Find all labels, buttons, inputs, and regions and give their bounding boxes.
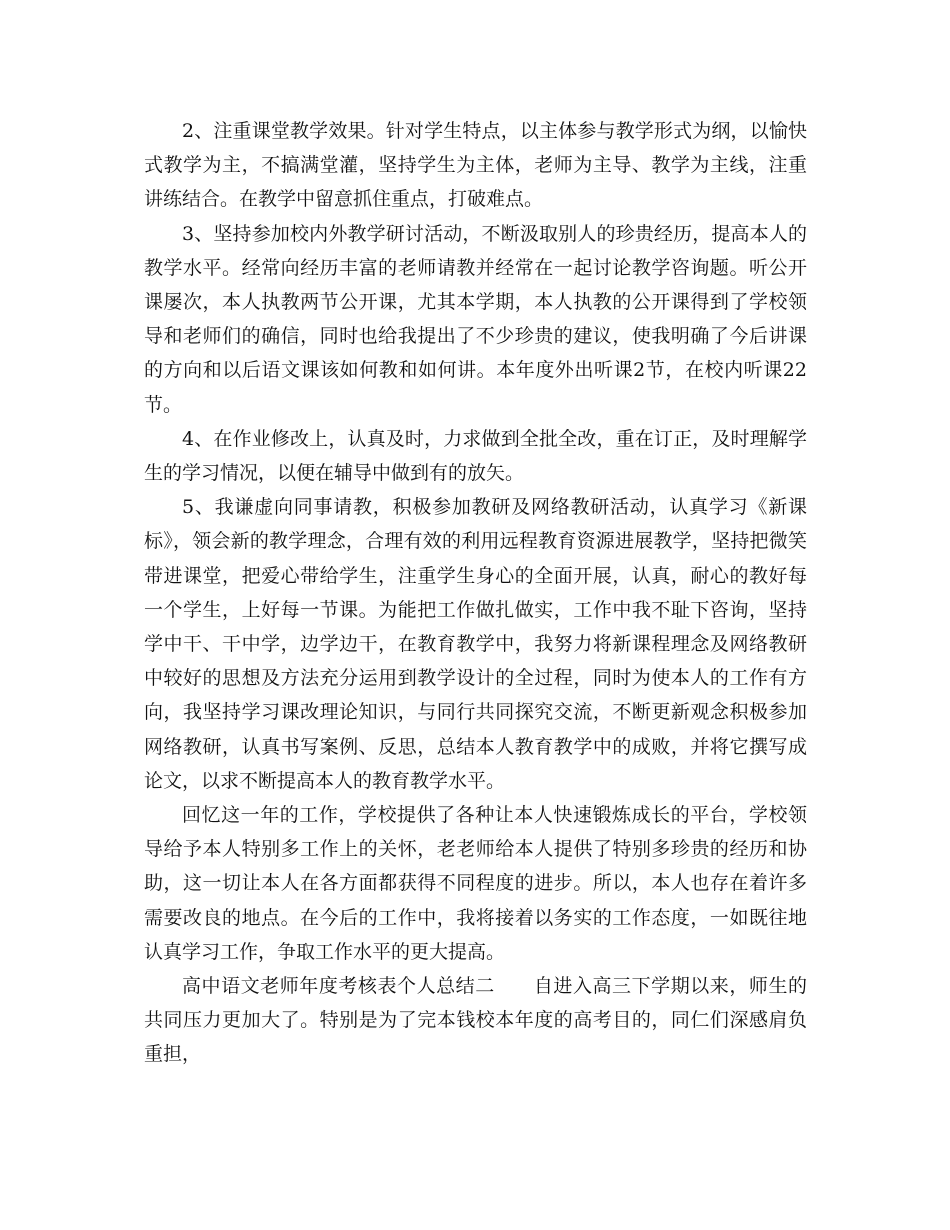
paragraph-self-improvement: 5、我谦虚向同事请教，积极参加教研及网络教研活动，认真学习《新课标》，领会新的教学理念，合理有效的利用远程教育资源进展教学，坚持把微笑带进课堂，把爱心带给学生，注重学生身心的全面开展，认真，耐心的教好每一个学生，上好每一节课。为能把工作做扎做实，工作中我不耻下咨询，坚持学中干、干中学，边学边干，在教育教学中，我努力将新课程理念及网络教研中较好的思想及方法充分运用到教学设计的全过程，同时为使本人的工作有方向，我坚持学习课改理论知识，与同行共同探究交流，不断更新观念积极参加网络教研，认真书写案例、反思，总结本人教育教学中的成败，并将它撰写成论文，以求不断提高本人的教育教学水平。 xyxy=(144,496,807,792)
paragraph-teaching-research: 3、坚持参加校内外教学研讨活动，不断汲取别人的珍贵经历，提高本人的教学水平。经常向经历丰富的老师请教并经常在一起讨论教学咨询题。听公开课屡次，本人执教两节公开课，尤其本学期，本人执教的公开课得到了学校领导和老师们的确信，同时也给我提出了不少珍贵的建议，使我明确了今后讲课的方向和以后语文课该如何教和如何讲。本年度外出听课2节，在校内听课22节。 xyxy=(144,222,807,416)
paragraph-year-review: 回忆这一年的工作，学校提供了各种让本人快速锻炼成长的平台，学校领导给予本人特别多工作上的关怀，老老师给本人提供了特别多珍贵的经历和协助，这一切让本人在各方面都获得不同程度的进步。所以，本人也存在着许多需要改良的地点。在今后的工作中，我将接着以务实的工作态度，一如既往地认真学习工作，争取工作水平的更大提高。 xyxy=(144,804,807,963)
paragraph-summary-two: 高中语文老师年度考核表个人总结二 自进入高三下学期以来，师生的共同压力更加大了。特别是为了完本钱校本年度的高考目的，同仁们深感肩负重担， xyxy=(144,975,807,1066)
paragraph-classroom-effect: 2、注重课堂教学效果。针对学生特点，以主体参与教学形式为纲，以愉快式教学为主，不搞满堂灌，坚持学生为主体，老师为主导、教学为主线，注重讲练结合。在教学中留意抓住重点，打破难点。 xyxy=(144,120,807,211)
paragraph-homework-correction: 4、在作业修改上，认真及时，力求做到全批全改，重在订正，及时理解学生的学习情况，以便在辅导中做到有的放矢。 xyxy=(144,427,807,485)
document-body xyxy=(144,114,807,1072)
